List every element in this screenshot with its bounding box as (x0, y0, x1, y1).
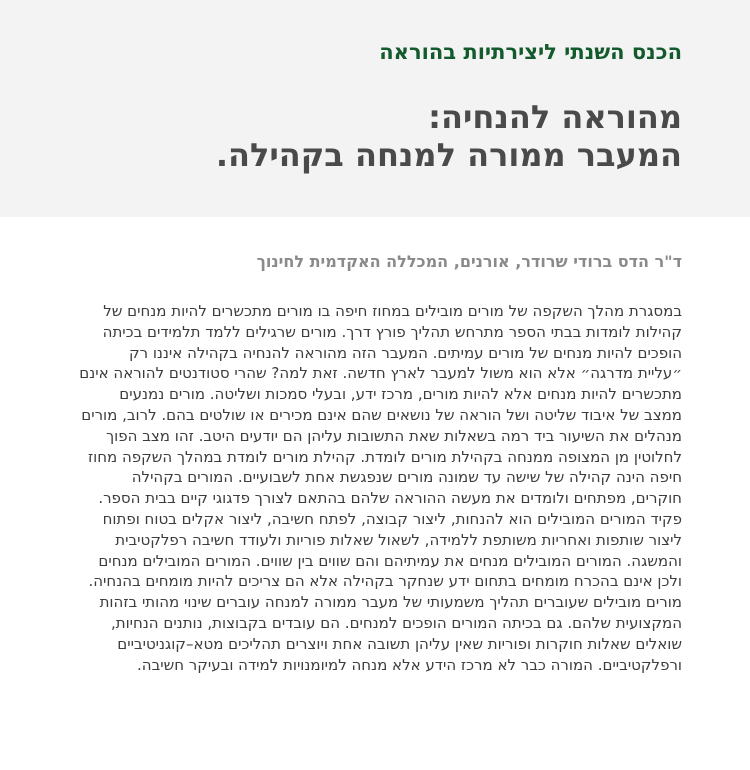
author-line: ד"ר הדס ברודי שרודר, אורנים, המכללה האקדמית לחינוך (256, 252, 682, 271)
abstract-line: במסגרת מהלך השקפה של מורים מובילים במחוז חיפה בו מורים מתכשרים להיות מנחים של (103, 302, 682, 320)
conference-title: הכנס השנתי ליצירתיות בהוראה (379, 40, 682, 64)
abstract-line: לחלוטין מן המצופה ממנחה בקהילת מורים לומדת. קהילת מורים לומדת במהלך השקפה מחוז (87, 447, 682, 466)
abstract-line: שואלים שאלות חוקרות ופוריות שאין עליהן תשובה אחת ויוצרים תהליכים מטא–קוגניטיביים (117, 634, 682, 653)
abstract-line: מורים מובילים שעוברים תהליך משמעותי של מעבר ממורה למנחה עוברים שינוי מהותי בזהות (99, 593, 682, 612)
abstract-line: פקיד המורים המובילים הוא להנחות, ליצור קבוצה, לפתח חשיבה, ליצור אקלים בטוח ופתוח (102, 509, 682, 528)
page-title (216, 98, 682, 174)
header-band (0, 0, 750, 217)
abstract-line: ממצב של איבוד שליטה ושל הוראה של נושאים שהם אינם מכירים או שולטים בהם. לרוב, מורים (81, 405, 682, 424)
abstract-line: מתכשרים להיות מנחים אלא להיות מורים, מרכז ידע, ובעלי סמכות ושליטה. מורים נמנעים (119, 385, 682, 404)
abstract-line: הופכים להיות מנחים של מורים עמיתים. המעבר הזה מהוראה להנחיה בקהילה איננו רק (128, 343, 682, 362)
abstract-line: קהילות לומדות בבתי הספר מתרחש תהליך פורץ דרך. מורים שרגילים ללמד תלמידים בכיתה (102, 322, 682, 341)
abstract-line: המקצועית שלהם. גם בכיתה המורים הופכים למנחים. הם עובדים בקבוצות, נותנים הנחיות, (110, 613, 682, 632)
abstract-line: חוקרים, מפתחים ולומדים את מעשה ההוראה שלהם בהתאם לצורך פדגוגי קיים בבית הספר. (98, 489, 682, 508)
abstract-line: חיפה הינה קהילה של שישה עד שמונה מורים שנפגשת אחת לשבועיים. המורים בקהילה (131, 468, 682, 487)
page-title-line-1: מהוראה להנחיה: (428, 98, 682, 136)
abstract-line: ליצור שותפות ואחריות משותפת ללמידה, לשאול שאלות פוריות ולעודד חשיבה רפלקטיבית (115, 530, 682, 549)
abstract-line: והמשגה. המורים המובילים מנחים את עמיתיהם והם שווים בין שווים. המורים המובילים מנחים (98, 551, 682, 570)
abstract-paragraph (50, 301, 682, 675)
abstract-line: ורפלקטיביים. המורה כבר לא מרכז הידע אלא מנחה למיומנויות למידה ובעיקר חשיבה. (137, 655, 682, 674)
abstract-line: ולכן אינם בהכרח מומחים בתחום ידע שנחקר בקהילה אלא הם צריכים להיות מומחים בהנחיה. (88, 572, 682, 591)
abstract-line: ״עליית מדרגה״ אלא הוא משול למעבר לארץ חדשה. זאת למה? שהרי סטודנטים להוראה אינם (79, 364, 682, 383)
abstract-line: מנהלים את השיעור ביד רמה בשאלות שאת התשובות עליהן הם יודעים היטב. זהו מצב הפוך (106, 426, 682, 445)
page-title-line-2: המעבר ממורה למנחה בקהילה. (215, 136, 682, 174)
